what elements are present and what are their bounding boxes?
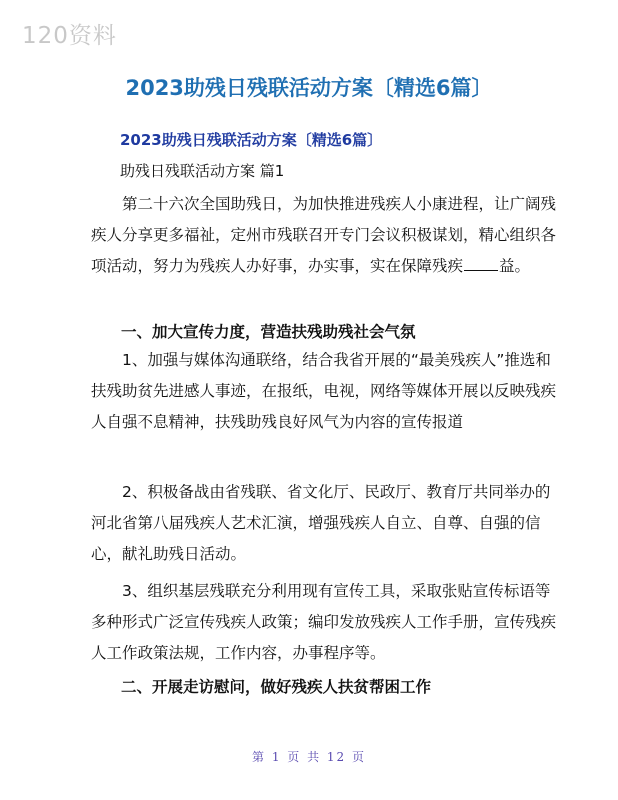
section1-paragraph-1: 1、加强与媒体沟通联络，结合我省开展的“最美残疾人”推选和扶残助贫先进感人事迹，在报纸，电视，网络等媒体开展以反映残疾人自强不息精神，扶残助残良好风气为内容的宣传报道: [91, 351, 557, 431]
page-footer: 第 1 页 共 12 页: [252, 750, 366, 764]
chapter-heading: 助残日残联活动方案 篇1: [120, 162, 285, 180]
intro-paragraph: [91, 189, 561, 282]
document-subtitle: 2023助残日残联活动方案〔精选6篇〕: [120, 131, 383, 149]
watermark: 120资料: [22, 23, 117, 49]
intro-text-end: 益。: [499, 257, 531, 275]
section1-paragraph-2: 2、积极备战由省残联、省文化厅、民政厅、教育厅共同举办的河北省第八届残疾人艺术汇演，增强残疾人自立、自尊、自强的信心，献礼助残日活动。: [91, 483, 551, 563]
fill-blank: [464, 255, 498, 271]
intro-text: 第二十六次全国助残日，为加快推进残疾人小康进程，让广阔残疾人分享更多福祉，定州市残联召开专门会议积极谋划，精心组织各项活动，努力为残疾人办好事，办实事，实在保障残疾: [91, 195, 557, 275]
section-heading-1: 一、加大宣传力度，营造扶残助残社会气氛: [121, 323, 416, 341]
section1-paragraph-3: 3、组织基层残联充分利用现有宣传工具，采取张贴宣传标语等多种形式广泛宣传残疾人政策；编印发放残疾人工作手册，宣传残疾人工作政策法规，工作内容，办事程序等。: [91, 582, 557, 662]
section-heading-2: 二、开展走访慰问，做好残疾人扶贫帮困工作: [121, 678, 432, 696]
document-title: 2023助残日残联活动方案〔精选6篇〕: [125, 76, 493, 100]
